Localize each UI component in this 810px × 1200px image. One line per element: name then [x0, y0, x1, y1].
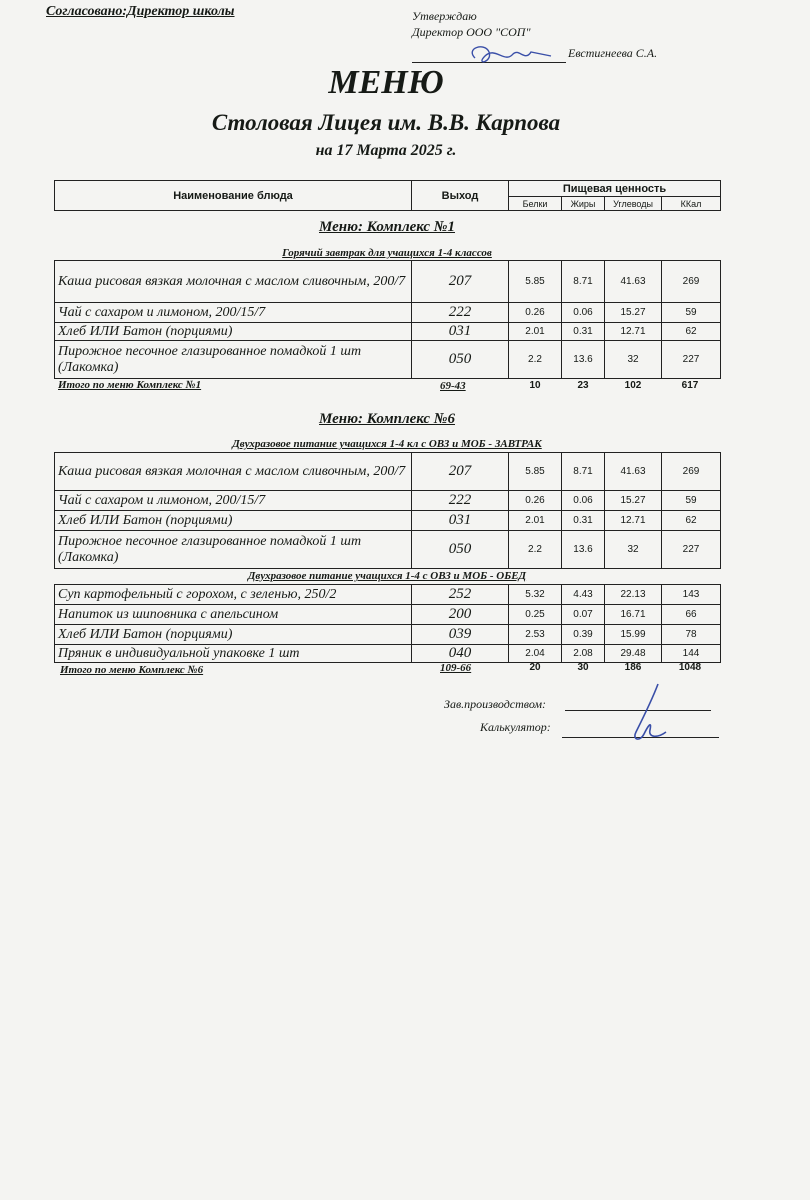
complex1-title: Меню: Комплекс №1 — [319, 219, 455, 235]
carbs-value: 12.71 — [605, 511, 662, 531]
carbs-value: 41.63 — [605, 261, 662, 303]
approved-by-director: Согласовано:Директор школы — [46, 4, 235, 19]
protein-value: 2.53 — [509, 625, 562, 645]
kcal-value: 269 — [662, 453, 721, 491]
kcal-value: 62 — [662, 511, 721, 531]
canteen-name: Столовая Лицея им. В.В. Карпова — [211, 110, 561, 135]
total-protein: 10 — [529, 380, 541, 391]
kcal-value: 59 — [662, 303, 721, 323]
total-label: Итого по меню Комплекс №1 — [58, 379, 202, 391]
kcal-value: 78 — [662, 625, 721, 645]
carbs-value: 32 — [605, 341, 662, 379]
dish-name: Пирожное песочное глазированное помадкой 1 шт (Лакомка) — [55, 531, 412, 569]
page-title: МЕНЮ — [328, 64, 444, 101]
complex6-breakfast-section: Двухразовое питание учащихся 1-4 кл с ОВЗ и МОБ - ЗАВТРАК — [232, 438, 542, 450]
menu-date: на 17 Марта 2025 г. — [315, 142, 457, 159]
kcal-value: 144 — [662, 645, 721, 663]
dish-yield: 200 — [412, 605, 509, 625]
carbs-value: 41.63 — [605, 453, 662, 491]
kcal-value: 227 — [662, 341, 721, 379]
dish-name: Каша рисовая вязкая молочная с маслом сливочным, 200/7 — [55, 261, 412, 303]
table-row — [55, 341, 721, 379]
protein-value: 0.25 — [509, 605, 562, 625]
protein-value: 2.04 — [509, 645, 562, 663]
dish-name: Хлеб ИЛИ Батон (порциями) — [55, 625, 412, 645]
col-protein: Белки — [509, 197, 562, 211]
director-name: Евстигнеева С.А. — [568, 46, 658, 60]
fat-value: 8.71 — [562, 453, 605, 491]
fat-value: 0.07 — [562, 605, 605, 625]
total-kcal: 1048 — [678, 662, 702, 673]
approve-word: Утверждаю — [412, 9, 477, 23]
table-row — [55, 625, 721, 645]
carbs-value: 29.48 — [605, 645, 662, 663]
kcal-value: 59 — [662, 491, 721, 511]
protein-value: 0.26 — [509, 491, 562, 511]
carbs-value: 16.71 — [605, 605, 662, 625]
fat-value: 4.43 — [562, 585, 605, 605]
table-row — [55, 531, 721, 569]
complex1-section: Горячий завтрак для учащихся 1-4 классов — [282, 247, 492, 259]
carbs-value: 15.99 — [605, 625, 662, 645]
col-nutrition: Пищевая ценность — [509, 181, 721, 197]
dish-yield: 207 — [412, 261, 509, 303]
dish-yield: 031 — [412, 511, 509, 531]
approve-position: Директор ООО "СОП" — [412, 25, 531, 39]
dish-yield: 031 — [412, 323, 509, 341]
protein-value: 5.32 — [509, 585, 562, 605]
kcal-value: 62 — [662, 323, 721, 341]
dish-yield: 039 — [412, 625, 509, 645]
total-fat: 30 — [577, 662, 589, 673]
dish-yield: 222 — [412, 303, 509, 323]
dish-yield: 207 — [412, 453, 509, 491]
total-yield: 69-43 — [440, 380, 466, 392]
protein-value: 0.26 — [509, 303, 562, 323]
carbs-value: 32 — [605, 531, 662, 569]
table-row — [55, 453, 721, 491]
complex1-table — [54, 260, 721, 379]
complex6-title: Меню: Комплекс №6 — [319, 411, 455, 427]
dish-name: Пирожное песочное глазированное помадкой 1 шт (Лакомка) — [55, 341, 412, 379]
col-dish: Наименование блюда — [55, 181, 412, 211]
col-fat: Жиры — [562, 197, 605, 211]
col-kcal: ККал — [662, 197, 721, 211]
complex6-total — [60, 660, 203, 678]
fat-value: 2.08 — [562, 645, 605, 663]
dish-name: Хлеб ИЛИ Батон (порциями) — [55, 511, 412, 531]
table-row — [55, 605, 721, 625]
protein-value: 2.2 — [509, 531, 562, 569]
calculator-label: Калькулятор: — [480, 720, 551, 734]
fat-value: 13.6 — [562, 531, 605, 569]
col-carbs: Углеводы — [605, 197, 662, 211]
protein-value: 5.85 — [509, 453, 562, 491]
total-yield: 109-66 — [440, 662, 472, 674]
column-header-table — [54, 180, 721, 211]
total-kcal: 617 — [681, 380, 699, 391]
fat-value: 0.31 — [562, 323, 605, 341]
total-fat: 23 — [577, 380, 589, 391]
complex6-lunch-table — [54, 584, 721, 663]
protein-value: 2.01 — [509, 511, 562, 531]
fat-value: 0.06 — [562, 491, 605, 511]
kcal-value: 227 — [662, 531, 721, 569]
dish-name: Каша рисовая вязкая молочная с маслом сливочным, 200/7 — [55, 453, 412, 491]
complex1-total — [58, 375, 201, 393]
carbs-value: 15.27 — [605, 491, 662, 511]
approval-block — [412, 8, 531, 40]
carbs-value: 12.71 — [605, 323, 662, 341]
protein-value: 5.85 — [509, 261, 562, 303]
dish-yield: 222 — [412, 491, 509, 511]
table-row — [55, 511, 721, 531]
staff-signature-icon — [622, 680, 672, 746]
kcal-value: 269 — [662, 261, 721, 303]
total-protein: 20 — [529, 662, 541, 673]
col-yield: Выход — [412, 181, 509, 211]
complex6-lunch-section: Двухразовое питание учащихся 1-4 с ОВЗ и МОБ - ОБЕД — [247, 570, 527, 582]
protein-value: 2.01 — [509, 323, 562, 341]
dish-yield: 050 — [412, 531, 509, 569]
total-carbs: 102 — [624, 380, 642, 391]
kcal-value: 143 — [662, 585, 721, 605]
fat-value: 0.06 — [562, 303, 605, 323]
table-row — [55, 585, 721, 605]
dish-name: Чай с сахаром и лимоном, 200/15/7 — [55, 491, 412, 511]
carbs-value: 15.27 — [605, 303, 662, 323]
protein-value: 2.2 — [509, 341, 562, 379]
carbs-value: 22.13 — [605, 585, 662, 605]
dish-name: Чай с сахаром и лимоном, 200/15/7 — [55, 303, 412, 323]
fat-value: 8.71 — [562, 261, 605, 303]
fat-value: 13.6 — [562, 341, 605, 379]
production-head-label: Зав.производством: — [444, 697, 547, 711]
dish-yield: 040 — [412, 645, 509, 663]
table-row — [55, 303, 721, 323]
dish-name: Суп картофельный с горохом, с зеленью, 250/2 — [55, 585, 412, 605]
table-row — [55, 491, 721, 511]
dish-name: Пряник в индивидуальной упаковке 1 шт — [55, 645, 412, 663]
dish-yield: 252 — [412, 585, 509, 605]
dish-yield: 050 — [412, 341, 509, 379]
dish-name: Напиток из шиповника с апельсином — [55, 605, 412, 625]
total-carbs: 186 — [624, 662, 642, 673]
complex6-breakfast-table — [54, 452, 721, 569]
kcal-value: 66 — [662, 605, 721, 625]
total-label: Итого по меню Комплекс №6 — [60, 664, 204, 676]
fat-value: 0.39 — [562, 625, 605, 645]
fat-value: 0.31 — [562, 511, 605, 531]
table-row — [55, 323, 721, 341]
dish-name: Хлеб ИЛИ Батон (порциями) — [55, 323, 412, 341]
table-row — [55, 261, 721, 303]
